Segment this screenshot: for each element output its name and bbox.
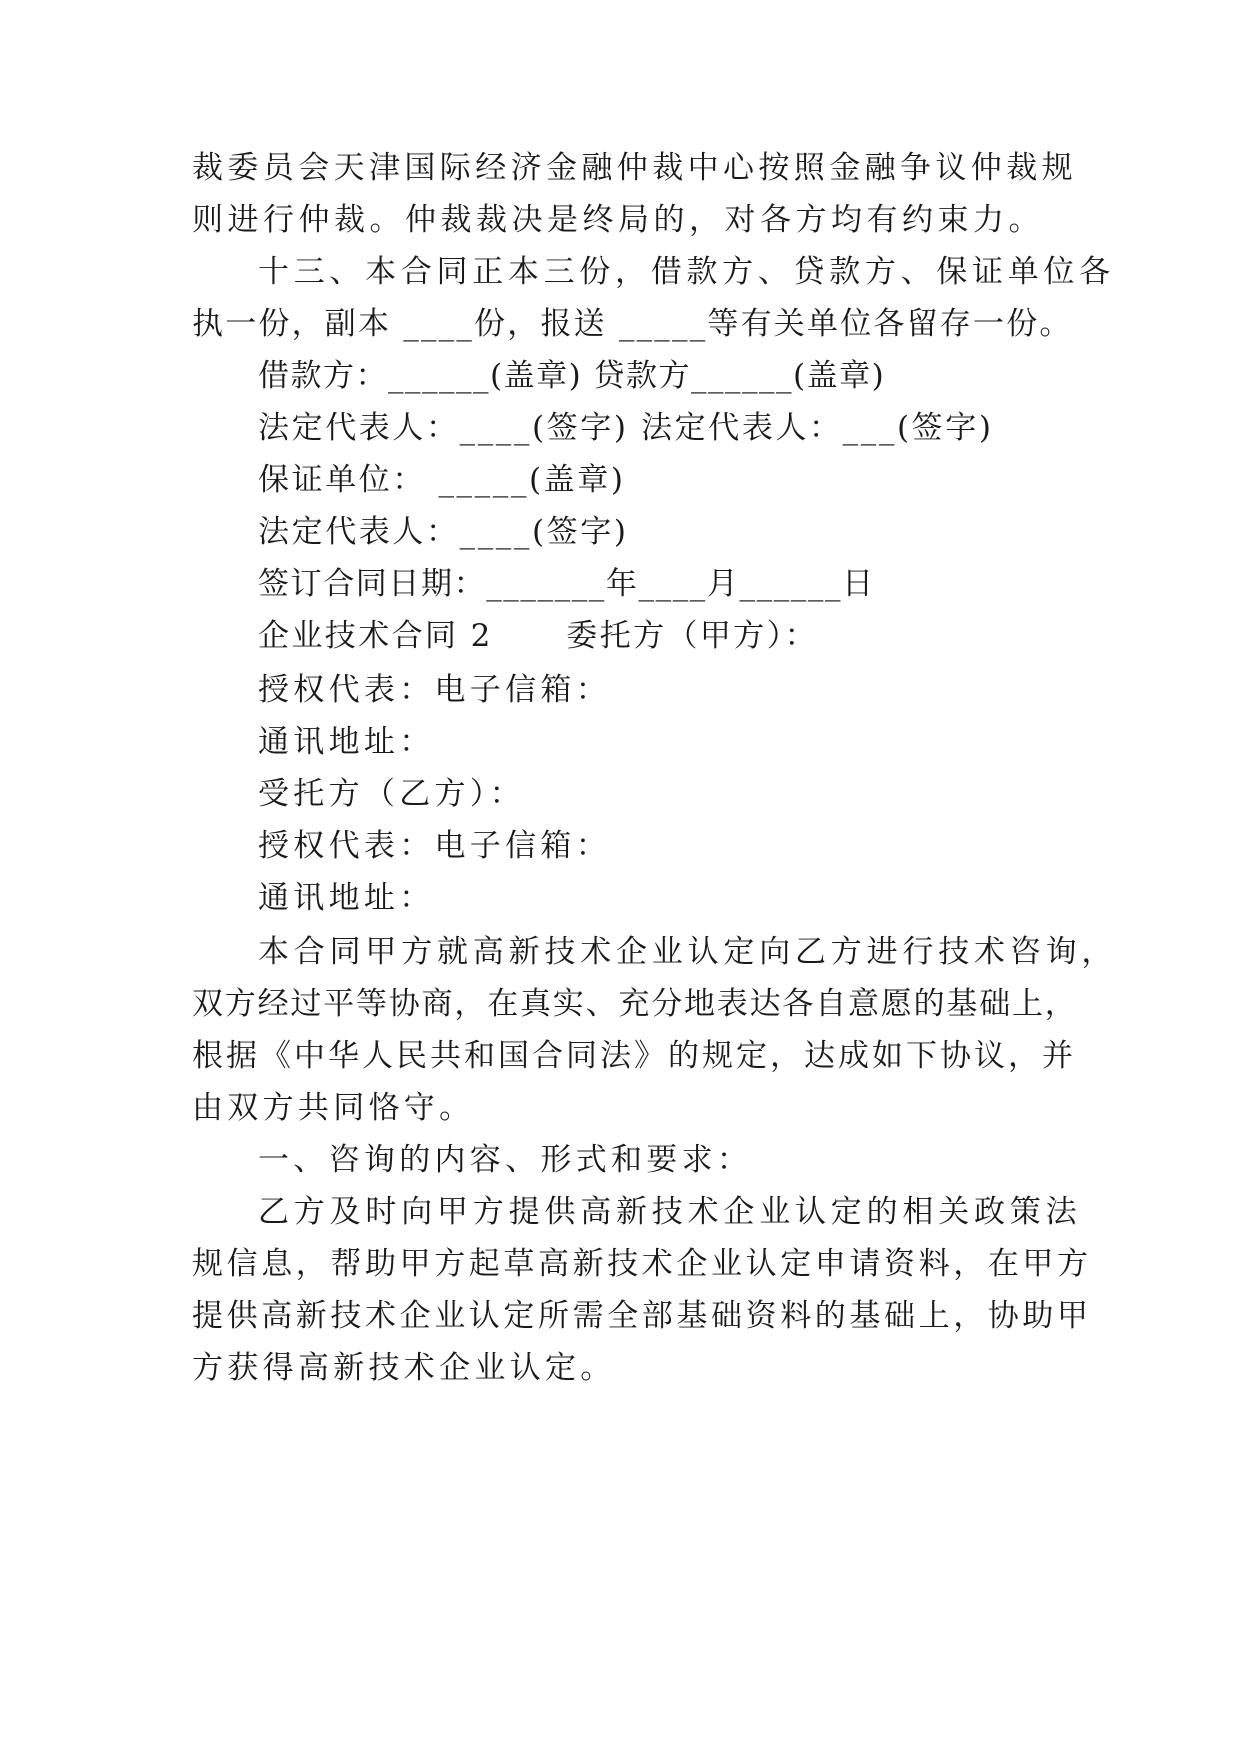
paragraph-line: 提供高新技术企业认定所需全部基础资料的基础上，协助甲 bbox=[192, 1298, 1092, 1334]
field-line: 通讯地址： bbox=[258, 880, 435, 916]
section-heading: 一、咨询的内容、形式和要求： bbox=[258, 1142, 753, 1178]
signature-line: 法定代表人：____(签字) bbox=[258, 514, 629, 550]
field-line: 受托方（乙方）： bbox=[258, 776, 525, 812]
paragraph-line: 方获得高新技术企业认定。 bbox=[192, 1350, 616, 1386]
paragraph-line: 由双方共同恪守。 bbox=[192, 1090, 475, 1126]
field-line: 授权代表：电子信箱： bbox=[258, 828, 611, 864]
field-line: 授权代表：电子信箱： bbox=[258, 672, 611, 708]
paragraph-line: 执一份，副本 ____份，报送 _____等有关单位各留存一份。 bbox=[192, 306, 1073, 342]
paragraph-line: 裁委员会天津国际经济金融仲裁中心按照金融争议仲裁规 bbox=[192, 150, 1077, 186]
field-line: 通讯地址： bbox=[258, 724, 435, 760]
paragraph-line: 十三、本合同正本三份，借款方、贷款方、保证单位各 bbox=[258, 254, 1115, 290]
paragraph-line: 则进行仲裁。仲裁裁决是终局的，对各方均有约束力。 bbox=[192, 202, 1044, 238]
paragraph-line: 根据《中华人民共和国合同法》的规定，达成如下协议，并 bbox=[192, 1038, 1076, 1074]
signature-date-line: 签订合同日期：_______年____月______日 bbox=[258, 566, 875, 602]
paragraph-line: 双方经过平等协商，在真实、充分地表达各自意愿的基础上， bbox=[192, 986, 1078, 1022]
paragraph-line: 乙方及时向甲方提供高新技术企业认定的相关政策法 bbox=[258, 1194, 1082, 1230]
signature-line: 法定代表人：____(签字) 法定代表人：___(签字) bbox=[258, 410, 994, 446]
paragraph-line: 规信息，帮助甲方起草高新技术企业认定申请资料，在甲方 bbox=[192, 1246, 1092, 1282]
section-heading: 企业技术合同 2 委托方（甲方）： bbox=[258, 618, 818, 654]
signature-line: 保证单位： _____(盖章) bbox=[258, 462, 626, 498]
signature-line: 借款方：______(盖章) 贷款方______(盖章) bbox=[258, 358, 886, 394]
paragraph-line: 本合同甲方就高新技术企业认定向乙方进行技术咨询， bbox=[258, 934, 1118, 970]
